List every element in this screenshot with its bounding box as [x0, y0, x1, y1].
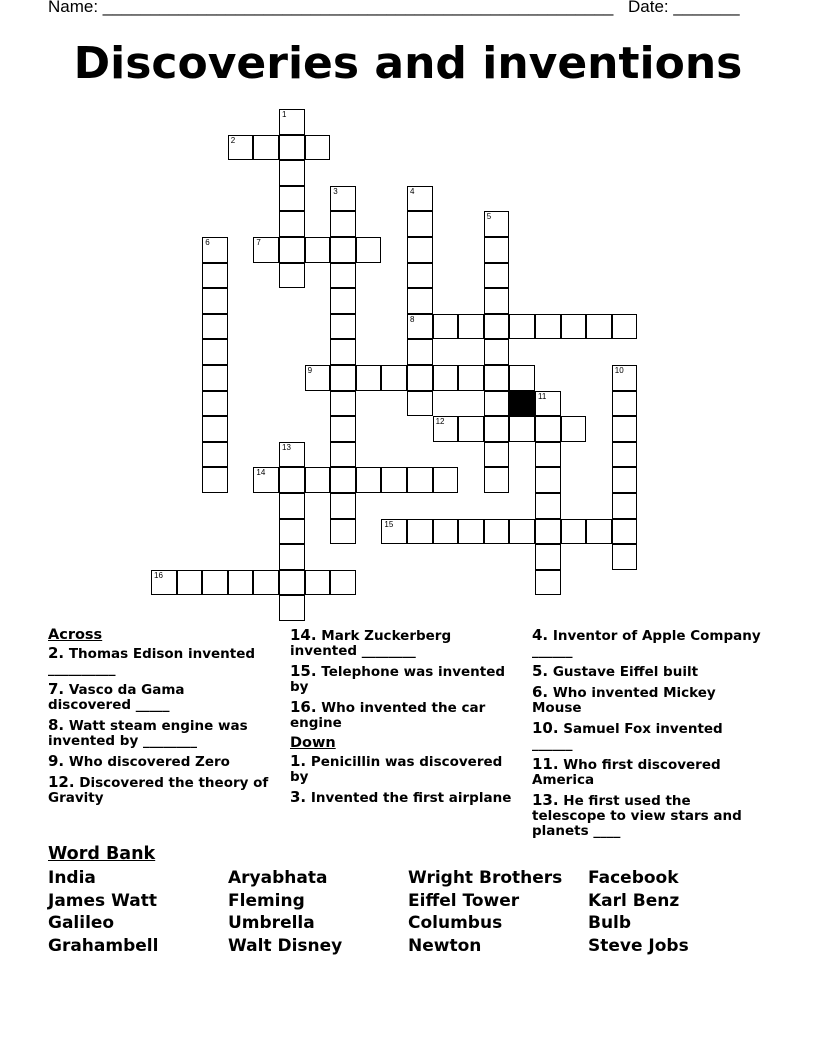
grid-cell[interactable] [279, 544, 305, 570]
clue-number: 11 [538, 391, 547, 401]
clue-number: 3 [333, 186, 338, 196]
word-bank-item: Fleming [228, 890, 305, 911]
clue-number: 4 [410, 186, 415, 196]
grid-cell[interactable] [612, 314, 638, 340]
grid-cell[interactable] [381, 519, 407, 545]
grid-cell[interactable] [407, 263, 433, 289]
grid-cell[interactable] [330, 339, 356, 365]
grid-cell[interactable] [433, 314, 459, 340]
grid-cell[interactable] [433, 467, 459, 493]
date-field-label: Date: _______ [628, 0, 740, 16]
clues-column-1 [48, 628, 270, 811]
grid-cell[interactable] [279, 595, 305, 621]
clue-across-8: 8. Watt steam engine was invented by ________ [48, 716, 248, 749]
grid-cell[interactable] [356, 237, 382, 263]
grid-cell[interactable] [279, 570, 305, 596]
grid-cell[interactable] [484, 339, 510, 365]
grid-cell[interactable] [458, 416, 484, 442]
grid-cell[interactable] [612, 365, 638, 391]
grid-cell[interactable] [407, 211, 433, 237]
clue-number: 9 [307, 366, 313, 375]
grid-cell[interactable] [509, 519, 535, 545]
grid-cell[interactable] [484, 467, 510, 493]
grid-cell[interactable] [407, 186, 433, 212]
grid-cell[interactable] [407, 391, 433, 417]
across-heading: Across [48, 627, 103, 643]
grid-cell[interactable] [177, 570, 203, 596]
grid-cell[interactable] [484, 442, 510, 468]
grid-cell[interactable] [305, 570, 331, 596]
grid-cell[interactable] [279, 237, 305, 263]
word-bank-item: India [48, 868, 96, 888]
word-bank-item: Galileo [48, 913, 115, 933]
clue-number: 8 [410, 314, 415, 324]
grid-cell[interactable] [356, 365, 382, 391]
word-bank-item: Eiffel Tower [408, 890, 520, 911]
grid-cell[interactable] [535, 391, 561, 417]
grid-cell[interactable] [305, 365, 331, 391]
word-bank-column-3 [408, 867, 562, 957]
grid-cell[interactable] [586, 519, 612, 545]
grid-cell[interactable] [381, 467, 407, 493]
clue-down-5: 5. Gustave Eiffel built [532, 662, 699, 680]
grid-cell[interactable] [612, 544, 638, 570]
grid-cell[interactable] [253, 570, 279, 596]
grid-cell[interactable] [202, 467, 228, 493]
grid-cell[interactable] [407, 365, 433, 391]
grid-cell[interactable] [253, 237, 279, 263]
grid-cell[interactable] [535, 442, 561, 468]
word-bank-item: Aryabhata [228, 868, 328, 888]
clue-across-16: 16. Who invented the car engine [290, 698, 486, 731]
grid-cell[interactable] [612, 519, 638, 545]
grid-cell[interactable] [535, 416, 561, 442]
grid-cell[interactable] [509, 365, 535, 391]
grid-cell-blocked [509, 391, 535, 417]
grid-cell[interactable] [509, 416, 535, 442]
word-bank-item: Newton [408, 935, 482, 956]
grid-cell[interactable] [407, 314, 433, 340]
grid-cell[interactable] [561, 416, 587, 442]
grid-cell[interactable] [407, 288, 433, 314]
grid-cell[interactable] [330, 570, 356, 596]
grid-cell[interactable] [612, 442, 638, 468]
grid-cell[interactable] [202, 263, 228, 289]
grid-cell[interactable] [279, 160, 305, 186]
grid-cell[interactable] [484, 237, 510, 263]
grid-cell[interactable] [151, 570, 177, 596]
clue-across-14: 14. Mark Zuckerberg invented ________ [290, 626, 452, 659]
clue-across-9: 9. Who discovered Zero [48, 752, 230, 770]
grid-cell[interactable] [279, 442, 305, 468]
grid-cell[interactable] [484, 519, 510, 545]
clue-across-7: 7. Vasco da Gama discovered _____ [48, 680, 185, 713]
word-bank-column-1 [48, 867, 158, 957]
grid-cell[interactable] [202, 288, 228, 314]
grid-cell[interactable] [330, 442, 356, 468]
clue-number: 14 [256, 468, 266, 478]
word-bank-item: Grahambell [48, 935, 159, 956]
grid-cell[interactable] [535, 314, 561, 340]
clue-number: 5 [486, 212, 492, 222]
grid-cell[interactable] [279, 135, 305, 161]
clue-down-11: 11. Who first discovered America [532, 755, 721, 788]
grid-cell[interactable] [253, 135, 279, 161]
grid-cell[interactable] [202, 416, 228, 442]
grid-cell[interactable] [305, 135, 331, 161]
grid-cell[interactable] [202, 237, 228, 263]
grid-cell[interactable] [279, 263, 305, 289]
grid-cell[interactable] [433, 416, 459, 442]
grid-cell[interactable] [330, 467, 356, 493]
grid-cell[interactable] [612, 416, 638, 442]
clue-number: 10 [614, 366, 624, 375]
grid-cell[interactable] [535, 493, 561, 519]
grid-cell[interactable] [330, 186, 356, 212]
grid-cell[interactable] [484, 263, 510, 289]
word-bank-item: Bulb [588, 913, 632, 933]
clue-down-13: 13. He first used the telescope to view stars and planets ____ [532, 791, 742, 839]
grid-cell[interactable] [279, 519, 305, 545]
grid-cell[interactable] [612, 391, 638, 417]
grid-cell[interactable] [561, 519, 587, 545]
grid-cell[interactable] [202, 365, 228, 391]
clue-number: 13 [282, 442, 291, 452]
grid-cell[interactable] [484, 391, 510, 417]
clue-down-4: 4. Inventor of Apple Company ______ [532, 626, 761, 659]
grid-cell[interactable] [509, 314, 535, 340]
grid-cell[interactable] [458, 314, 484, 340]
name-field-label: Name: ______________________________________________________ [48, 0, 614, 16]
grid-cell[interactable] [202, 391, 228, 417]
grid-cell[interactable] [407, 339, 433, 365]
word-bank-item: Umbrella [228, 913, 315, 933]
grid-cell[interactable] [535, 519, 561, 545]
down-heading: Down [290, 735, 336, 751]
grid-cell[interactable] [330, 237, 356, 263]
grid-cell[interactable] [330, 416, 356, 442]
grid-cell[interactable] [279, 493, 305, 519]
clue-down-6: 6. Who invented Mickey Mouse [532, 683, 716, 716]
grid-cell[interactable] [253, 467, 279, 493]
grid-cell[interactable] [330, 211, 356, 237]
word-bank-item: Wright Brothers [408, 868, 563, 888]
grid-cell[interactable] [356, 467, 382, 493]
grid-cell[interactable] [228, 135, 254, 161]
grid-cell[interactable] [407, 519, 433, 545]
grid-cell[interactable] [330, 519, 356, 545]
grid-cell[interactable] [202, 570, 228, 596]
word-bank-item: Steve Jobs [588, 935, 689, 956]
grid-cell[interactable] [535, 570, 561, 596]
grid-cell[interactable] [561, 314, 587, 340]
grid-cell[interactable] [586, 314, 612, 340]
word-bank-item: James Watt [48, 890, 157, 911]
grid-cell[interactable] [535, 467, 561, 493]
grid-cell[interactable] [202, 442, 228, 468]
clues-column-3 [532, 628, 764, 844]
grid-cell[interactable] [330, 263, 356, 289]
word-bank-item: Facebook [588, 868, 679, 888]
word-bank-heading: Word Bank [48, 844, 156, 864]
grid-cell[interactable] [330, 314, 356, 340]
clue-across-15: 15. Telephone was invented by [290, 662, 506, 695]
grid-cell[interactable] [228, 570, 254, 596]
clue-across-12: 12. Discovered the theory of Gravity [48, 773, 269, 806]
grid-cell[interactable] [484, 288, 510, 314]
grid-cell[interactable] [407, 237, 433, 263]
clue-number: 15 [384, 519, 394, 529]
clue-number: 7 [256, 238, 261, 247]
grid-cell[interactable] [279, 467, 305, 493]
grid-cell[interactable] [433, 519, 459, 545]
grid-cell[interactable] [612, 467, 638, 493]
grid-cell[interactable] [458, 365, 484, 391]
clue-number: 16 [154, 570, 163, 580]
grid-cell[interactable] [202, 314, 228, 340]
clue-down-3: 3. Invented the first airplane [290, 788, 512, 806]
grid-cell[interactable] [381, 365, 407, 391]
page-title: Discoveries and inventions [73, 38, 743, 89]
grid-cell[interactable] [305, 237, 331, 263]
clue-across-2: 2. Thomas Edison invented __________ [48, 644, 256, 677]
grid-cell[interactable] [433, 365, 459, 391]
word-bank-column-4 [588, 867, 689, 957]
clue-number: 6 [205, 238, 210, 247]
grid-cell[interactable] [484, 314, 510, 340]
clue-number: 12 [435, 417, 445, 427]
word-bank-item: Karl Benz [588, 890, 680, 911]
clue-number: 2 [230, 135, 236, 145]
grid-cell[interactable] [484, 365, 510, 391]
grid-cell[interactable] [330, 391, 356, 417]
grid-cell[interactable] [279, 211, 305, 237]
grid-cell[interactable] [484, 211, 510, 237]
grid-cell[interactable] [279, 186, 305, 212]
word-bank-item: Walt Disney [228, 935, 343, 956]
grid-cell[interactable] [330, 493, 356, 519]
grid-cell[interactable] [407, 467, 433, 493]
grid-cell[interactable] [330, 365, 356, 391]
grid-cell[interactable] [330, 288, 356, 314]
grid-cell[interactable] [458, 519, 484, 545]
grid-cell[interactable] [484, 416, 510, 442]
clue-number: 1 [282, 110, 287, 119]
word-bank-column-2 [228, 867, 342, 957]
grid-cell[interactable] [202, 339, 228, 365]
clue-down-1: 1. Penicillin was discovered by [290, 752, 503, 785]
grid-cell[interactable] [535, 544, 561, 570]
clue-down-10: 10. Samuel Fox invented ______ [532, 719, 723, 752]
grid-cell[interactable] [279, 109, 305, 135]
word-bank-item: Columbus [408, 913, 503, 933]
grid-cell[interactable] [305, 467, 331, 493]
grid-cell[interactable] [612, 493, 638, 519]
clues-column-2 [290, 628, 520, 811]
